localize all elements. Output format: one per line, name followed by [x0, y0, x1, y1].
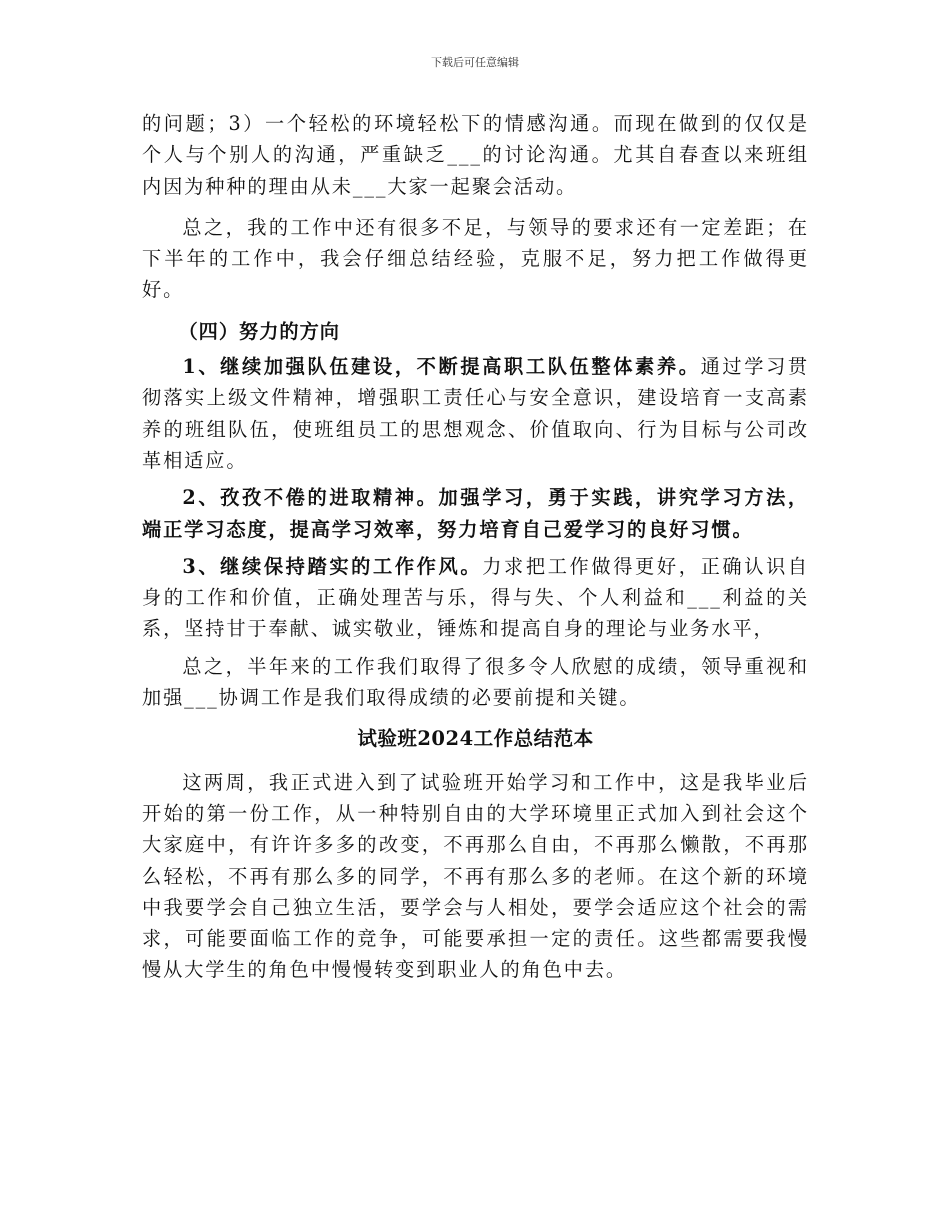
paragraph-4: 2、孜孜不倦的进取精神。加强学习，勇于实践，讲究学习方法，端正学习态度，提高学习效率，努力培育自己爱学习的良好习惯。 [142, 486, 809, 541]
paragraph-5 [142, 551, 809, 645]
paragraph-5-lead: 3、继续保持踏实的工作作风。 [182, 554, 483, 578]
paragraph-3-lead: 1、继续加强队伍建设，不断提高职工队伍整体素养。 [182, 355, 701, 379]
paragraph-2: 总之，我的工作中还有很多不足，与领导的要求还有一定差距；在下半年的工作中，我会仔细总结经验，克服不足，努力把工作做得更好。 [142, 215, 809, 302]
paragraph-1: 的问题；3）一个轻松的环境轻松下的情感沟通。而现在做到的仅仅是个人与个别人的沟通，严重缺乏___的讨论沟通。尤其自春查以来班组内因为种种的理由从未___大家一起聚会活动。 [142, 112, 809, 198]
paragraph-6: 总之，半年来的工作我们取得了很多令人欣慰的成绩，领导重视和加强___协调工作是我们取得成绩的必要前提和关键。 [142, 654, 809, 710]
section-heading-4: （四）努力的方向 [178, 319, 340, 343]
document-body [142, 108, 809, 986]
page-header: 下载后可任意编辑 [431, 56, 519, 69]
document-title: 试验班2024工作总结范本 [357, 727, 594, 751]
paragraph-7: 这两周，我正式进入到了试验班开始学习和工作中，这是我毕业后开始的第一份工作，从一种特别自由的大学环境里正式加入到社会这个大家庭中，有许许多多的改变，不再那么自由，不再那么懒散，不再那么轻松，不再有那么多的同学，不再有那么多的老师。在这个新的环境中我要学会自己独立生活，要学会与人相处，要学会适应这个社会的需求，可能要面临工作的竞争，可能要承担一定的责任。这些都需要我慢慢从大学生的角色中慢慢转变到职业人的角色中去。 [142, 770, 809, 982]
paragraph-3 [142, 351, 809, 476]
paragraph-3-body: 通过学习贯彻落实上级文件精神，增强职工责任心与安全意识，建设培育一支高素养的班组队伍，使班组员工的思想观念、价值取向、行为目标与公司改革相适应。 [142, 355, 809, 472]
paragraph-5-body: 力求把工作做得更好，正确认识自身的工作和价值，正确处理苦与乐，得与失、个人利益和___利益的关系，坚持甘于奉献、诚实敬业，锤炼和提高自身的理论与业务水平， [142, 554, 810, 641]
